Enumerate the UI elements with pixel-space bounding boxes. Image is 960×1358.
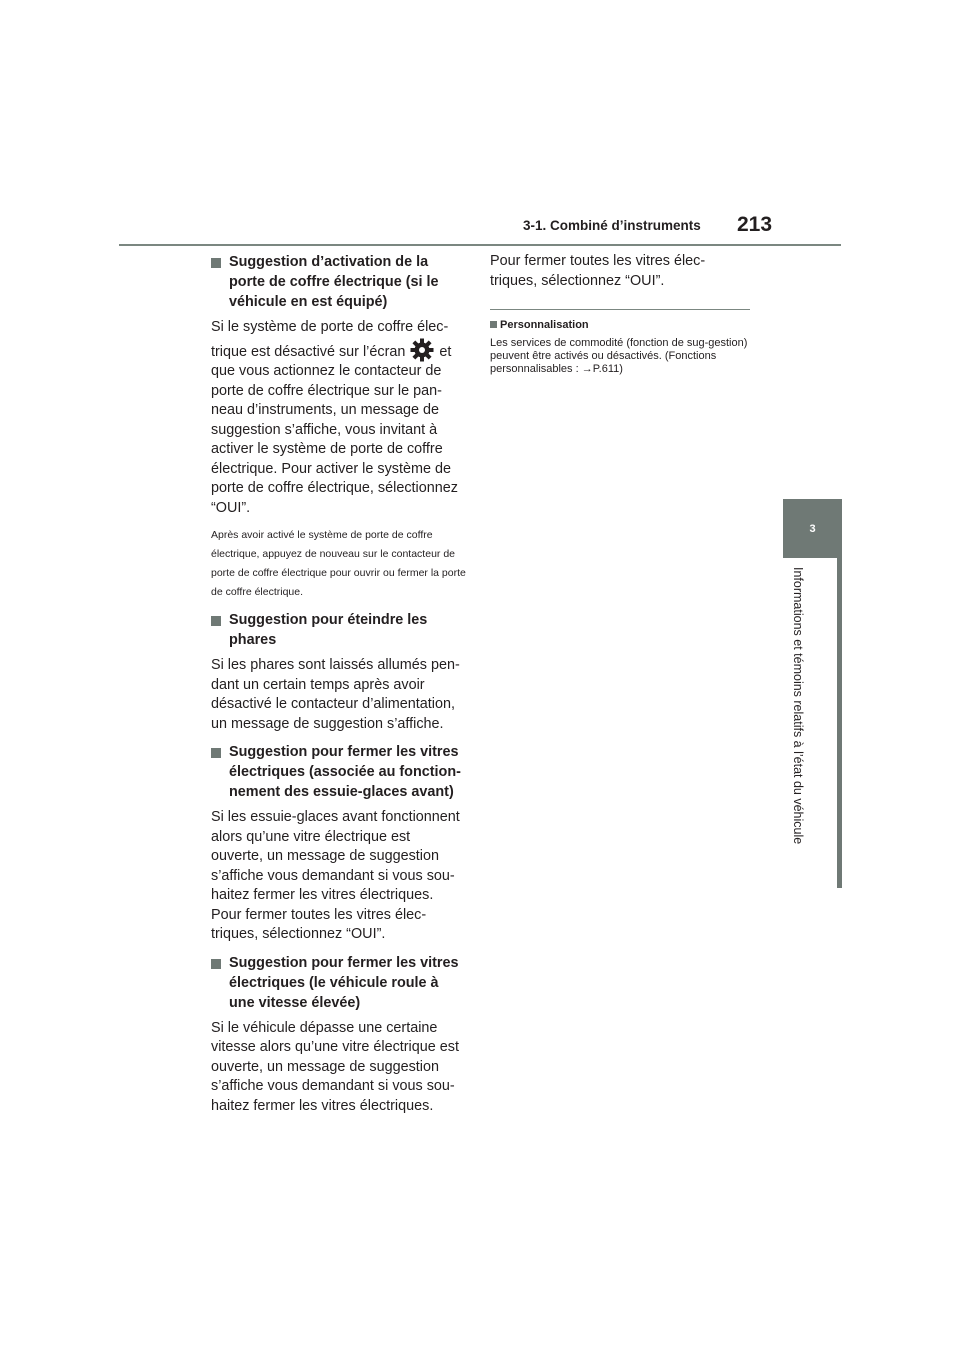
sub-heading [490,317,752,333]
square-bullet-icon [211,258,221,268]
square-bullet-icon [211,748,221,758]
chapter-tab-number: 3 [783,499,842,558]
customization-note: Les services de commodité (fonction de sug-gestion) peuvent être activés ou désactivés. (Fonctions personnalisables : →P.611) [490,337,748,375]
section-heading [211,742,466,802]
section-heading [211,610,466,650]
paragraph-text-continued: et que vous actionnez le contacteur de porte de coffre électrique sur le pan-neau d’instruments, un message de suggestion s’affiche, vous invitant à activer le système de porte de coffre électrique. Pour activer le système de porte de coffre électrique, sélectionnez “OUI”. [211,343,458,516]
chapter-tab-bar [837,558,842,888]
body-paragraph [211,318,466,518]
square-bullet-icon [490,321,497,328]
continued-paragraph: Pour fermer toutes les vitres élec-triques, sélectionnez “OUI”. [490,253,706,289]
body-paragraph: Si les essuie-glaces avant fonctionnent alors qu’une vitre électrique est ouverte, un message de suggestion s’affiche vous demandant si vous sou-haitez fermer les vitres électriques. Pour fermer toutes les vitres élec-triques, sélectionnez “OUI”. [211,809,460,942]
chapter-tab-title-text: Informations et témoins relatifs à l’état du véhicule [791,567,805,845]
paragraph-text: Si le système de porte de coffre élec-trique est désactivé sur l’écran [211,319,449,360]
gear-icon [410,338,434,362]
chapter-tab-title [788,567,818,877]
page-number: 213 [737,213,773,236]
square-bullet-icon [211,616,221,626]
body-paragraph: Si le véhicule dépasse une certaine vitesse alors qu’une vitre électrique est ouverte, un message de suggestion s’affiche vous demandant si vous sou-haitez fermer les vitres électriques. [211,1019,459,1114]
note-paragraph: Après avoir activé le système de porte de coffre électrique, appuyez de nouveau sur le contacteur de porte de coffre électrique pour ouvrir ou fermer la porte de coffre électrique. [211,529,466,598]
section-divider [490,309,750,310]
section-heading [211,953,466,1013]
heading-text: Suggestion pour fermer les vitres électriques (le véhicule roule à une vitesse élevée) [229,954,459,1011]
heading-text: Suggestion d’activation de la porte de coffre électrique (si le véhicule en est équipé) [229,254,439,310]
sub-heading-text: Personnalisation [500,319,589,331]
square-bullet-icon [211,959,221,969]
left-column [211,252,466,1124]
section-title: 3-1. Combiné d’instruments [523,218,701,233]
header-divider [119,244,841,246]
heading-text: Suggestion pour fermer les vitres électriques (associée au fonction-nement des essuie-glaces avant) [229,744,461,800]
heading-text: Suggestion pour éteindre les phares [229,612,428,648]
body-paragraph: Si les phares sont laissés allumés pen-dant un certain temps après avoir désactivé le contacteur d’alimentation, un message de suggestion s’affiche. [211,657,460,732]
right-column [490,252,752,376]
section-heading [211,252,466,312]
